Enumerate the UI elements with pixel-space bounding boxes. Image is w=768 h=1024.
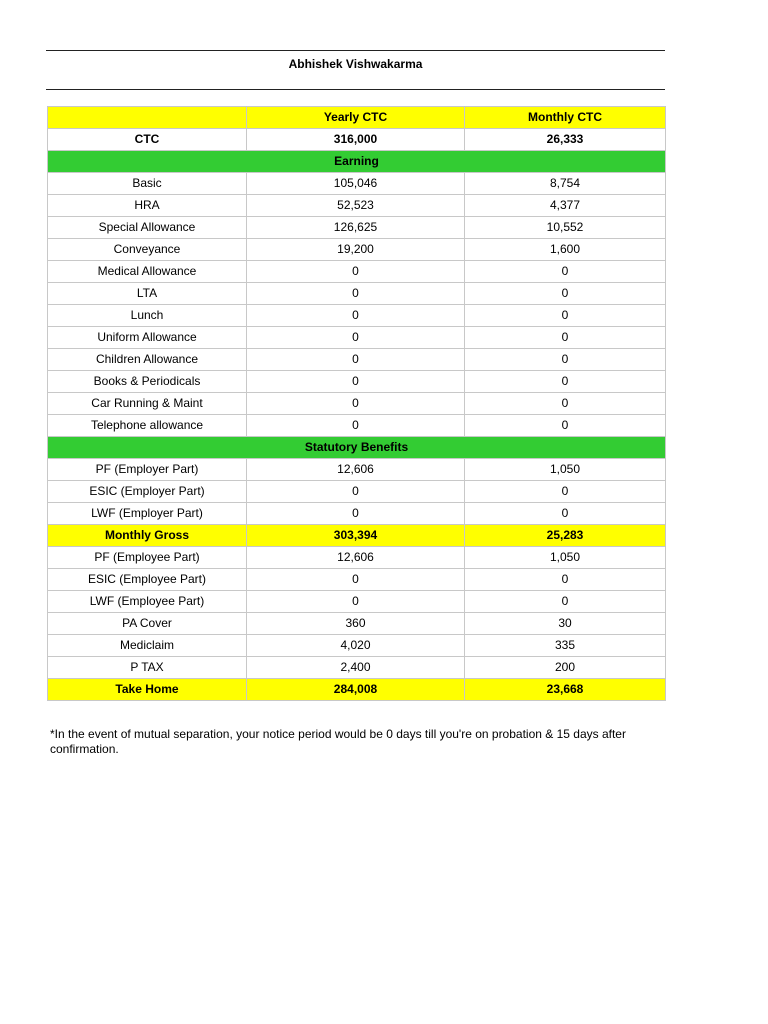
row-monthly: 335 xyxy=(465,635,666,657)
table-header-row xyxy=(48,107,666,129)
row-yearly: 105,046 xyxy=(247,173,465,195)
bottom-rule xyxy=(46,89,665,90)
table-row xyxy=(48,547,666,569)
row-yearly: 303,394 xyxy=(247,525,465,547)
row-label: PF (Employer Part) xyxy=(48,459,247,481)
row-yearly: 2,400 xyxy=(247,657,465,679)
row-label: Car Running & Maint xyxy=(48,393,247,415)
row-yearly: 0 xyxy=(247,569,465,591)
row-yearly: 52,523 xyxy=(247,195,465,217)
row-monthly: 200 xyxy=(465,657,666,679)
table-row xyxy=(48,305,666,327)
table-row xyxy=(48,657,666,679)
row-yearly: 19,200 xyxy=(247,239,465,261)
row-label: Telephone allowance xyxy=(48,415,247,437)
row-yearly: 4,020 xyxy=(247,635,465,657)
row-label: LTA xyxy=(48,283,247,305)
row-label: P TAX xyxy=(48,657,247,679)
top-rule xyxy=(46,50,665,51)
table-row xyxy=(48,459,666,481)
row-yearly: 126,625 xyxy=(247,217,465,239)
row-yearly: 0 xyxy=(247,327,465,349)
monthly-gross-row xyxy=(48,525,666,547)
row-monthly: 1,050 xyxy=(465,547,666,569)
row-yearly: 12,606 xyxy=(247,459,465,481)
row-monthly: 25,283 xyxy=(465,525,666,547)
row-monthly: 0 xyxy=(465,327,666,349)
table-row xyxy=(48,239,666,261)
table-row xyxy=(48,591,666,613)
row-label: Take Home xyxy=(48,679,247,701)
take-home-row xyxy=(48,679,666,701)
row-yearly: 12,606 xyxy=(247,547,465,569)
row-monthly: 1,600 xyxy=(465,239,666,261)
table-row xyxy=(48,503,666,525)
row-yearly: 0 xyxy=(247,349,465,371)
table-row xyxy=(48,569,666,591)
table-row xyxy=(48,195,666,217)
row-label: ESIC (Employer Part) xyxy=(48,481,247,503)
row-label: CTC xyxy=(48,129,247,151)
header-monthly-ctc: Monthly CTC xyxy=(465,107,666,129)
row-yearly: 284,008 xyxy=(247,679,465,701)
row-yearly: 0 xyxy=(247,261,465,283)
row-yearly: 0 xyxy=(247,481,465,503)
row-label: Conveyance xyxy=(48,239,247,261)
row-yearly: 0 xyxy=(247,503,465,525)
row-yearly: 0 xyxy=(247,283,465,305)
table-row xyxy=(48,283,666,305)
table-row xyxy=(48,173,666,195)
row-monthly: 23,668 xyxy=(465,679,666,701)
row-monthly: 1,050 xyxy=(465,459,666,481)
row-label: HRA xyxy=(48,195,247,217)
row-monthly: 0 xyxy=(465,393,666,415)
row-monthly: 0 xyxy=(465,591,666,613)
row-label: Children Allowance xyxy=(48,349,247,371)
row-yearly: 0 xyxy=(247,371,465,393)
table-row xyxy=(48,349,666,371)
row-label: Medical Allowance xyxy=(48,261,247,283)
row-monthly: 4,377 xyxy=(465,195,666,217)
row-label: LWF (Employer Part) xyxy=(48,503,247,525)
row-monthly: 26,333 xyxy=(465,129,666,151)
row-monthly: 0 xyxy=(465,503,666,525)
row-monthly: 0 xyxy=(465,261,666,283)
row-label: Basic xyxy=(48,173,247,195)
ctc-table xyxy=(47,106,666,701)
table-row xyxy=(48,261,666,283)
row-label: Mediclaim xyxy=(48,635,247,657)
ctc-row xyxy=(48,129,666,151)
row-yearly: 0 xyxy=(247,415,465,437)
table-row xyxy=(48,481,666,503)
row-label: Books & Periodicals xyxy=(48,371,247,393)
row-label: Monthly Gross xyxy=(48,525,247,547)
row-yearly: 360 xyxy=(247,613,465,635)
row-monthly: 0 xyxy=(465,415,666,437)
row-monthly: 0 xyxy=(465,371,666,393)
table-row xyxy=(48,613,666,635)
row-monthly: 30 xyxy=(465,613,666,635)
employee-name: Abhishek Vishwakarma xyxy=(288,57,423,71)
table-row xyxy=(48,327,666,349)
row-monthly: 0 xyxy=(465,481,666,503)
row-monthly: 0 xyxy=(465,283,666,305)
row-label: LWF (Employee Part) xyxy=(48,591,247,613)
row-label: Special Allowance xyxy=(48,217,247,239)
row-monthly: 8,754 xyxy=(465,173,666,195)
table-row xyxy=(48,415,666,437)
row-yearly: 316,000 xyxy=(247,129,465,151)
row-label: Lunch xyxy=(48,305,247,327)
row-label: ESIC (Employee Part) xyxy=(48,569,247,591)
row-label: Uniform Allowance xyxy=(48,327,247,349)
row-yearly: 0 xyxy=(247,591,465,613)
section-statutory-benefits xyxy=(48,437,666,459)
row-label: PF (Employee Part) xyxy=(48,547,247,569)
table-row xyxy=(48,393,666,415)
section-title: Earning xyxy=(48,151,666,173)
row-monthly: 0 xyxy=(465,349,666,371)
row-yearly: 0 xyxy=(247,305,465,327)
row-monthly: 0 xyxy=(465,305,666,327)
section-earning xyxy=(48,151,666,173)
row-yearly: 0 xyxy=(247,393,465,415)
row-label: PA Cover xyxy=(48,613,247,635)
section-title: Statutory Benefits xyxy=(48,437,666,459)
header-yearly-ctc: Yearly CTC xyxy=(247,107,465,129)
table-row xyxy=(48,217,666,239)
table-row xyxy=(48,371,666,393)
notice-period-note: *In the event of mutual separation, your notice period would be 0 days till you're on probation & 15 days after confirmation. xyxy=(50,727,626,756)
row-monthly: 0 xyxy=(465,569,666,591)
row-monthly: 10,552 xyxy=(465,217,666,239)
table-row xyxy=(48,635,666,657)
header-label-cell xyxy=(48,107,247,129)
